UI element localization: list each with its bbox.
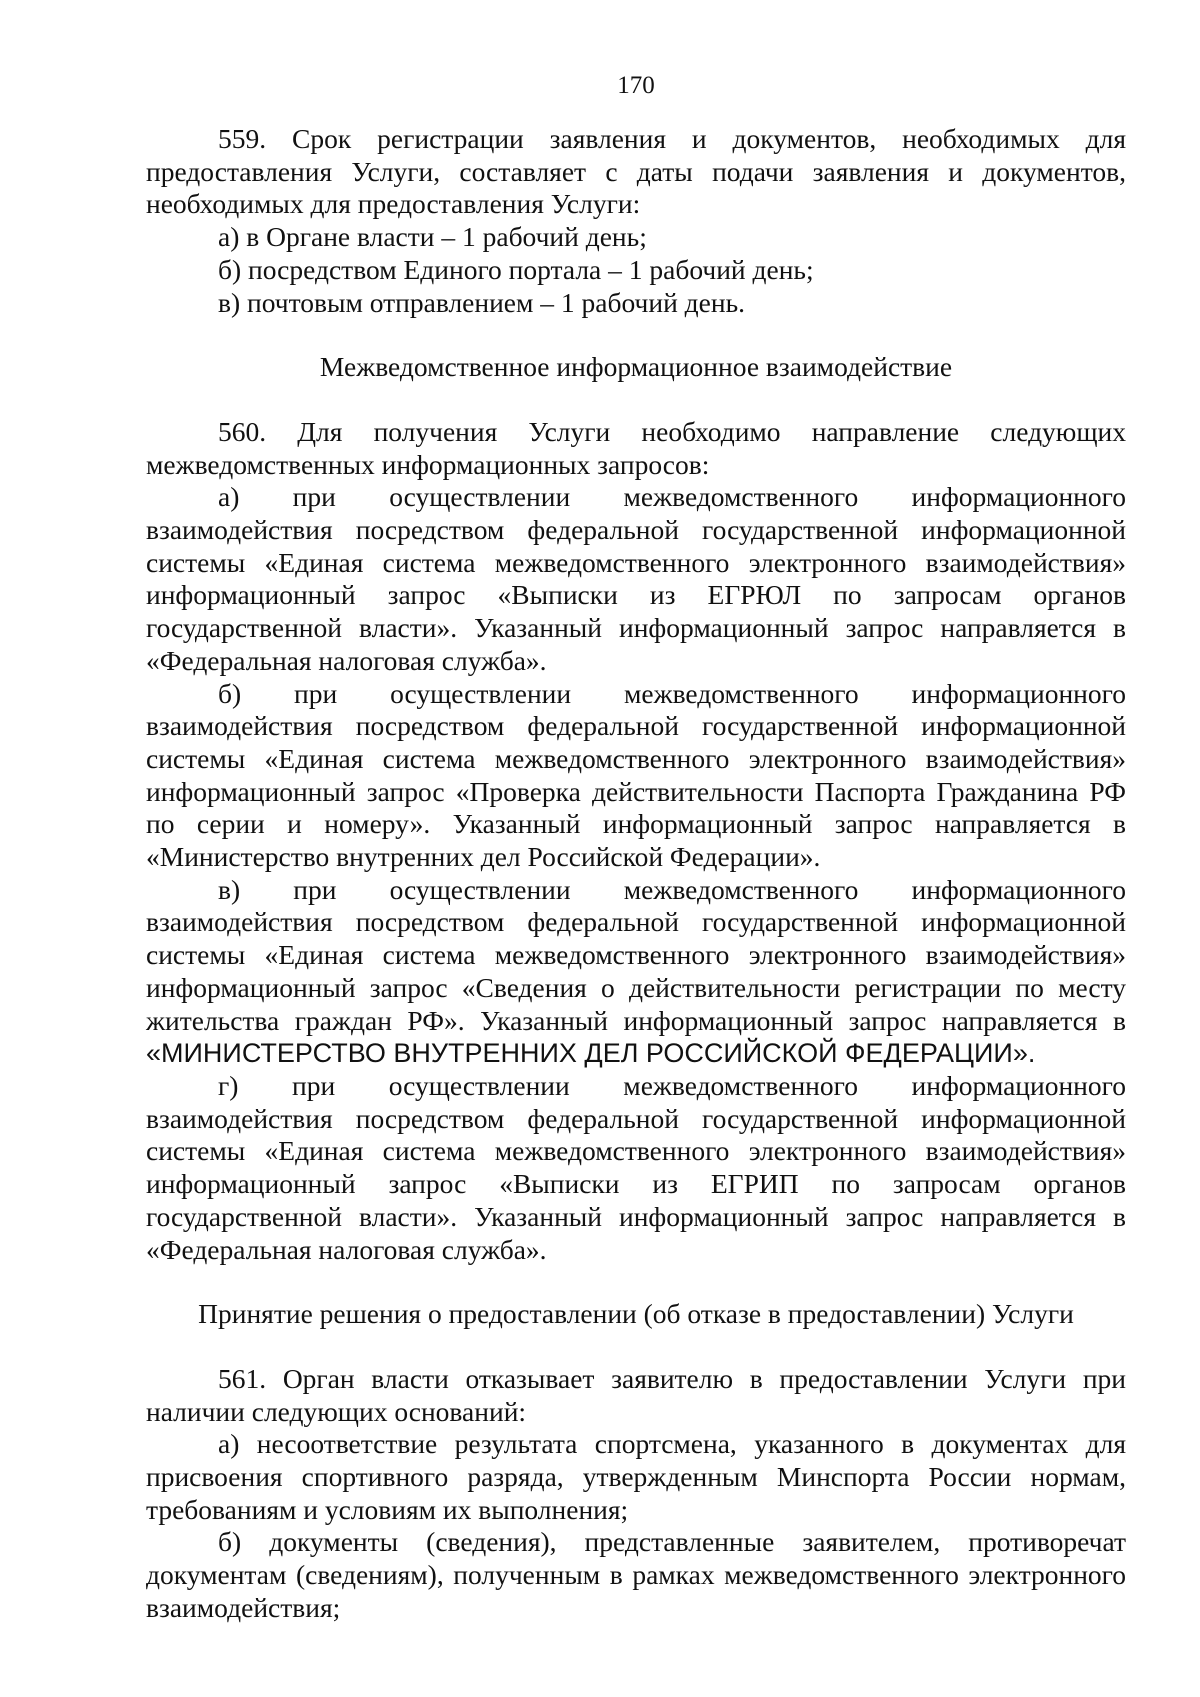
- paragraph-560-b: б) при осуществлении межведомственного информационного взаимодействия посредством федеральной государственной информационной системы «Единая система межведомственного электронного взаимодействия» информационный запрос «Проверка действительности Паспорта Гражданина РФ по серии и номеру». Указанный информационный запрос направляется в «Министерство внутренних дел Российской Федерации».: [146, 677, 1126, 873]
- paragraph-559-a: а) в Органе власти – 1 рабочий день;: [218, 221, 647, 253]
- paragraph-561: 561. Орган власти отказывает заявителю в предоставлении Услуги при наличии следующих оснований:: [146, 1362, 1126, 1427]
- page-number: 170: [617, 72, 655, 99]
- paragraph-559-b: б) посредством Единого портала – 1 рабочий день;: [218, 253, 814, 285]
- document-body: [146, 123, 1126, 1625]
- paragraph-560-a: а) при осуществлении межведомственного информационного взаимодействия посредством федеральной государственной информационной системы «Единая система межведомственного электронного взаимодействия» информационный запрос «Выписки из ЕГРЮЛ по запросам органов государственной власти». Указанный информационный запрос направляется в «Федеральная налоговая служба».: [146, 481, 1126, 676]
- paragraph-560: 560. Для получения Услуги необходимо направление следующих межведомственных информационных запросов:: [146, 415, 1126, 480]
- paragraph-560-c-ministry: «МИНИСТЕРСТВО ВНУТРЕННИХ ДЕЛ РОССИЙСКОЙ ФЕДЕРАЦИИ».: [146, 1038, 1036, 1069]
- heading-interagency: Межведомственное информационное взаимодействие: [319, 351, 953, 383]
- paragraph-561-b: б) документы (сведения), представленные заявителем, противоречат документам (сведениям), полученным в рамках межведомственного электронного взаимодействия;: [146, 1526, 1126, 1623]
- paragraph-560-d: г) при осуществлении межведомственного информационного взаимодействия посредством федеральной государственной информационной системы «Единая система межведомственного электронного взаимодействия» информационный запрос «Выписки из ЕГРИП по запросам органов государственной власти». Указанный информационный запрос направляется в «Федеральная налоговая служба».: [146, 1069, 1126, 1265]
- paragraph-559: 559. Срок регистрации заявления и документов, необходимых для предоставления Услуги, составляет с даты подачи заявления и документов, необходимых для предоставления Услуги:: [146, 123, 1126, 220]
- paragraph-560-c: [146, 874, 1126, 1070]
- heading-decision: Принятие решения о предоставлении (об отказе в предоставлении) Услуги: [198, 1298, 1074, 1330]
- paragraph-561-a: а) несоответствие результата спортсмена, указанного в документах для присвоения спортивного разряда, утвержденным Минспорта России нормам, требованиям и условиям их выполнения;: [146, 1428, 1126, 1525]
- paragraph-559-c: в) почтовым отправлением – 1 рабочий день.: [218, 286, 745, 318]
- paragraph-560-c-text: в) при осуществлении межведомственного информационного взаимодействия посредством федеральной государственной информационной системы «Единая система межведомственного электронного взаимодействия» информационный запрос «Сведения о действительности регистрации по месту жительства граждан РФ». Указанный информационный запрос направляется в: [146, 873, 1126, 1036]
